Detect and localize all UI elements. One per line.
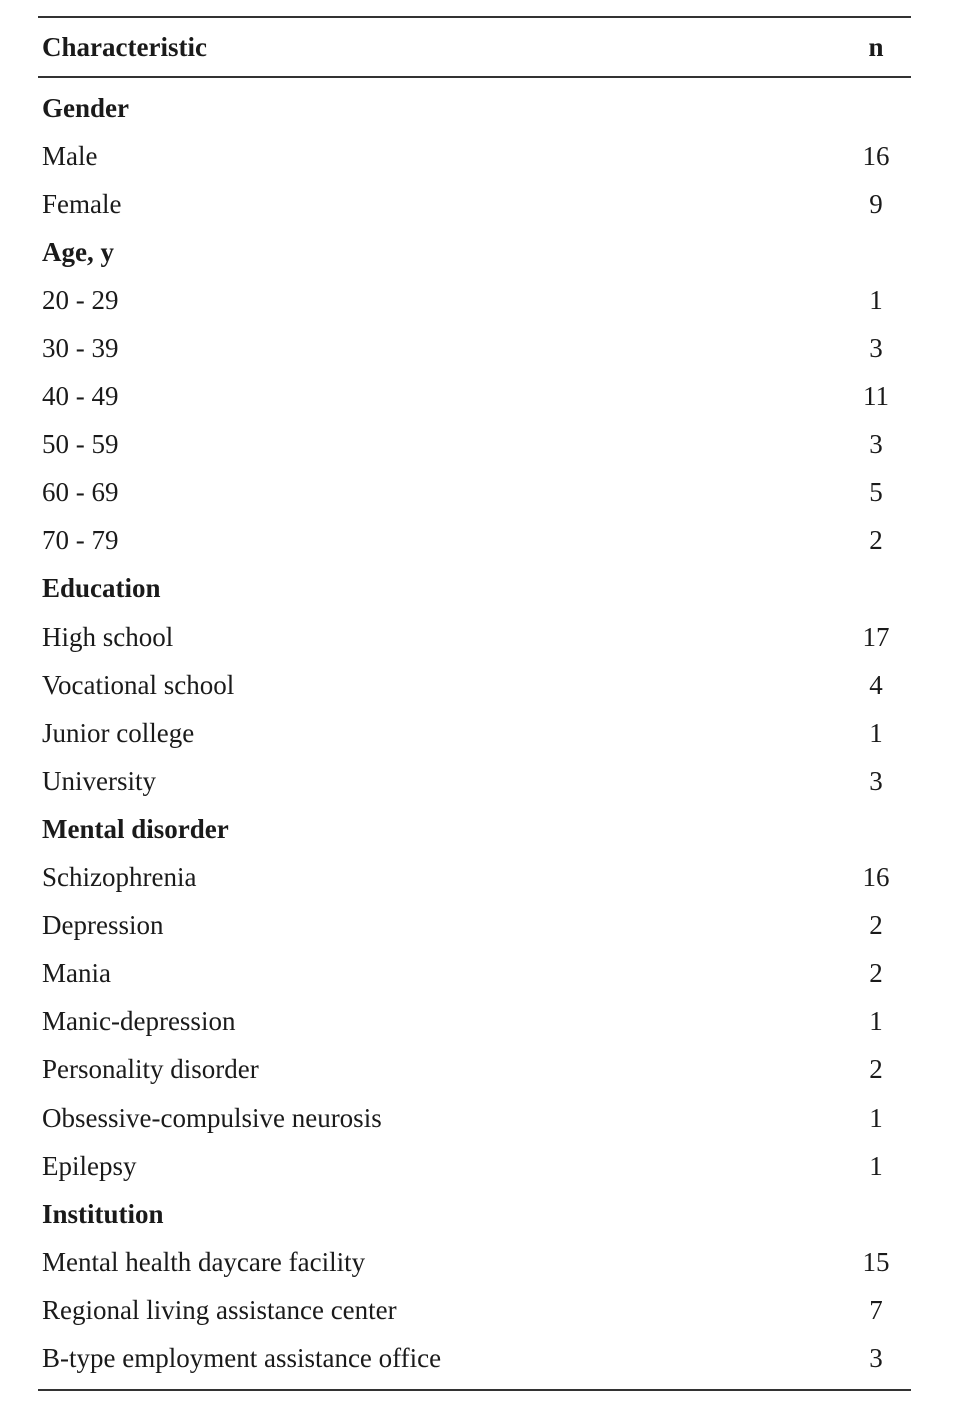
table-row <box>38 517 911 565</box>
row-label: 20 - 29 <box>42 284 119 315</box>
section-heading: Mental disorder <box>42 813 229 844</box>
row-count: 2 <box>869 910 883 941</box>
table-row <box>38 1142 911 1190</box>
table-row <box>38 661 911 709</box>
row-label: Mental health daycare facility <box>42 1246 366 1277</box>
row-label: 60 - 69 <box>42 477 119 508</box>
table-row <box>38 1238 911 1286</box>
row-label: Manic-depression <box>42 1006 236 1037</box>
section-heading: Age, y <box>42 236 114 267</box>
row-count: 2 <box>869 1054 883 1085</box>
row-count: 1 <box>869 284 883 315</box>
table-row <box>38 324 911 372</box>
table-row <box>38 373 911 421</box>
table-row <box>38 421 911 469</box>
characteristics-table <box>38 16 911 1391</box>
table-row <box>38 1046 911 1094</box>
row-label: Vocational school <box>42 669 235 700</box>
row-label: B-type employment assistance office <box>42 1342 442 1373</box>
table-row <box>38 180 911 228</box>
row-count: 1 <box>869 717 883 748</box>
row-label: Epilepsy <box>42 1150 137 1181</box>
row-label: Mania <box>42 958 111 989</box>
row-count: 16 <box>862 140 890 171</box>
row-count: 16 <box>862 862 890 893</box>
table-row <box>38 469 911 517</box>
row-count: 15 <box>862 1246 890 1277</box>
row-count: 11 <box>863 381 889 412</box>
row-count: 3 <box>869 429 883 460</box>
table-row <box>38 1286 911 1334</box>
row-count: 17 <box>862 621 890 652</box>
table-row <box>38 132 911 180</box>
table-row <box>38 276 911 324</box>
row-label: Schizophrenia <box>42 862 197 893</box>
row-count: 2 <box>869 525 883 556</box>
row-label: Junior college <box>42 717 195 748</box>
section-heading: Education <box>42 573 161 604</box>
header-characteristic: Characteristic <box>42 31 207 62</box>
row-count: 3 <box>869 765 883 796</box>
table-row <box>38 950 911 998</box>
section-row <box>38 228 911 276</box>
table-row <box>38 998 911 1046</box>
section-row <box>38 805 911 853</box>
row-count: 3 <box>869 1342 883 1373</box>
table-header <box>38 18 911 76</box>
table-body <box>38 78 911 1389</box>
header-n: n <box>868 31 884 62</box>
row-label: 40 - 49 <box>42 381 119 412</box>
row-label: Male <box>42 140 98 171</box>
row-count: 1 <box>869 1150 883 1181</box>
table-row <box>38 757 911 805</box>
row-count: 1 <box>869 1102 883 1133</box>
bottom-rule <box>38 1389 911 1391</box>
row-label: High school <box>42 621 174 652</box>
row-count: 9 <box>869 188 883 219</box>
row-label: University <box>42 765 156 796</box>
section-row <box>38 1190 911 1238</box>
row-count: 7 <box>869 1294 883 1325</box>
table-row <box>38 902 911 950</box>
row-label: Regional living assistance center <box>42 1294 397 1325</box>
row-label: Female <box>42 188 122 219</box>
section-row <box>38 84 911 132</box>
row-count: 2 <box>869 958 883 989</box>
table-row <box>38 1334 911 1382</box>
row-label: Obsessive-compulsive neurosis <box>42 1102 382 1133</box>
section-row <box>38 565 911 613</box>
row-label: 50 - 59 <box>42 429 119 460</box>
row-count: 5 <box>869 477 883 508</box>
table-row <box>38 709 911 757</box>
row-count: 1 <box>869 1006 883 1037</box>
section-heading: Gender <box>42 92 129 123</box>
table-row <box>38 854 911 902</box>
row-label: 30 - 39 <box>42 333 119 364</box>
row-label: Personality disorder <box>42 1054 259 1085</box>
table-row <box>38 613 911 661</box>
table-row <box>38 1094 911 1142</box>
row-count: 4 <box>869 669 883 700</box>
row-count: 3 <box>869 333 883 364</box>
section-heading: Institution <box>42 1198 164 1229</box>
row-label: Depression <box>42 910 164 941</box>
row-label: 70 - 79 <box>42 525 119 556</box>
